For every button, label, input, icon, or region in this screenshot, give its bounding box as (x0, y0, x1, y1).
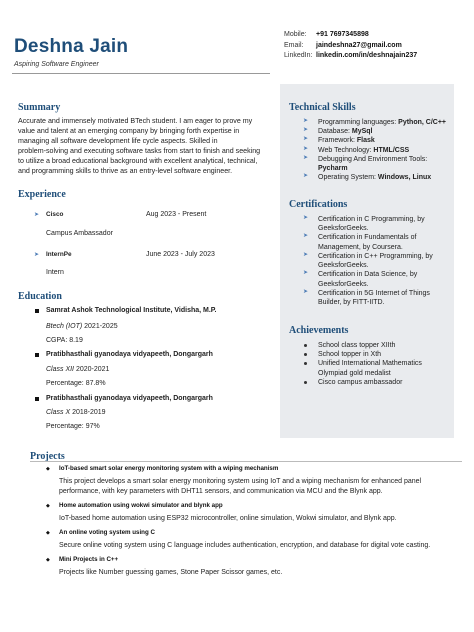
contact-linkedin (284, 51, 417, 62)
experience-role: Intern (46, 269, 64, 276)
education-years: 2020-2021 (75, 366, 110, 373)
summary-line: to utilize a broad educational background with excellent analytical, technical, (18, 157, 258, 166)
education-score: Percentage: 87.8% (46, 380, 106, 387)
achievements-list (300, 341, 422, 387)
education-degree-row (46, 365, 109, 374)
diamond-bullet-icon: ◆ (46, 530, 50, 536)
project-title: Mini Projects in C++ (59, 556, 119, 563)
list-item: ➤ Certification in C Programming, by GeeksforGeeks. (303, 215, 425, 233)
education-degree-row (46, 408, 106, 417)
resume-subtitle: Aspiring Software Engineer (14, 61, 99, 68)
arrow-bullet-icon: ➤ (303, 233, 309, 240)
arrow-bullet-icon: ➤ (303, 136, 309, 143)
arrow-bullet-icon: ➤ (303, 215, 309, 221)
contact-mobile (284, 30, 417, 41)
experience-dates: Aug 2023 - Present (146, 211, 207, 218)
arrow-bullet-icon: ➤ (303, 118, 309, 124)
list-item: ➤ Web Technology: HTML/CSS (303, 145, 410, 154)
square-bullet-icon (35, 353, 39, 357)
list-item: School topper in Xth (300, 350, 422, 359)
projects-heading: Projects (30, 451, 65, 462)
list-item: School class topper XIIth (300, 341, 422, 350)
education-degree-row (46, 322, 118, 331)
summary-text (18, 116, 276, 176)
diamond-bullet-icon: ◆ (46, 557, 50, 563)
education-score: Percentage: 97% (46, 423, 100, 430)
project-desc: Secure online voting system using C language includes authentication, encryption, and database for digital vote casting. (59, 542, 431, 549)
experience-company: Cisco (46, 211, 64, 218)
list-item: ➤ Debugging And Environment Tools: Pycharm (303, 154, 428, 173)
dot-bullet-icon (304, 353, 307, 356)
resume-name: Deshna Jain (14, 36, 129, 57)
summary-line: value and talent at an emerging company by bringing forth expertise in (18, 127, 240, 136)
project-desc: This project develops a smart solar energy monitoring system using IoT and a wiping mechanism for enhanced panel performance, with key parameters with DHT11 sensors, and communication via MCU and the Blynk app. (59, 478, 422, 495)
dot-bullet-icon (304, 362, 307, 365)
education-score: CGPA: 8.19 (46, 337, 83, 344)
contact-label: Email: (284, 41, 304, 49)
arrow-bullet-icon: ➤ (34, 252, 40, 258)
header-divider (12, 73, 270, 74)
arrow-bullet-icon: ➤ (303, 154, 309, 161)
education-degree: Class XII (46, 366, 75, 373)
education-years: 2021-2025 (84, 323, 118, 330)
diamond-bullet-icon: ◆ (46, 466, 50, 472)
arrow-bullet-icon: ➤ (303, 145, 309, 152)
list-item: ➤ Certification in 5G Internet of Things Builder, by FITT-IITD. (303, 288, 430, 307)
list-item: ➤ Database: MySql (303, 127, 373, 136)
contact-email (284, 41, 417, 52)
education-degree: Class X (46, 409, 71, 416)
linkedin-link[interactable]: linkedin.com/in/deshnajain237 (316, 52, 418, 59)
list-item: ➤ Certification in Fundamentals of Management, by Coursera. (303, 233, 417, 251)
project-desc: IoT-based home automation using ESP32 microcontroller, online simulation, Wokwi simulator, and Blynk app. (59, 515, 397, 522)
education-heading: Education (18, 291, 62, 302)
summary-line: problem-solving and executing software tasks from start to finish and seeking (18, 147, 261, 156)
list-item: ➤ Programming languages: Python, C/C++ (303, 118, 446, 126)
education-school: Pratibhasthali gyanodaya vidyapeeth, Dongargarh (46, 395, 213, 402)
summary-line: Accurate and immensely motivated BTech student. I am eager to prove my (18, 117, 253, 125)
arrow-bullet-icon: ➤ (303, 270, 309, 277)
email-link[interactable]: jaindeshna27@gmail.com (316, 41, 402, 49)
skills-list (300, 118, 446, 183)
arrow-bullet-icon: ➤ (303, 127, 309, 134)
square-bullet-icon (35, 309, 39, 313)
arrow-bullet-icon: ➤ (303, 173, 309, 180)
list-item: Cisco campus ambassador (300, 378, 422, 387)
experience-role: Campus Ambassador (46, 230, 113, 237)
summary-heading: Summary (18, 102, 61, 113)
experience-heading: Experience (18, 189, 66, 200)
projects-divider (30, 461, 462, 462)
contact-block (284, 30, 417, 62)
list-item: ➤ Operating System: Windows, Linux (303, 173, 432, 182)
diamond-bullet-icon: ◆ (46, 503, 50, 509)
square-bullet-icon (35, 397, 39, 401)
list-item: ➤ Certification in Data Science, by GeeksforGeeks. (303, 270, 418, 288)
skills-heading: Technical Skills (289, 102, 356, 113)
dot-bullet-icon (304, 381, 307, 384)
list-item: ➤ Framework: Flask (303, 136, 375, 145)
project-title: IoT-based smart solar energy monitoring system with a wiping mechanism (59, 465, 279, 472)
list-item: Unified International Mathematics Olympiad gold medalist (300, 359, 422, 377)
education-years: 2018-2019 (72, 409, 106, 416)
project-title: An online voting system using C (59, 529, 155, 536)
certifications-heading: Certifications (289, 199, 348, 210)
contact-label: LinkedIn: (284, 52, 313, 59)
arrow-bullet-icon: ➤ (303, 288, 309, 295)
summary-line: managing all software development life cycle aspects. Skilled in (18, 137, 218, 146)
experience-company: InternPe (46, 251, 72, 258)
education-school: Pratibhasthali gyanodaya vidyapeeth, Dongargarh (46, 351, 213, 358)
project-desc: Projects like Number guessing games, Stone Paper Scissor games, etc. (59, 569, 283, 576)
achievements-heading: Achievements (289, 325, 349, 336)
experience-dates: June 2023 - July 2023 (146, 251, 215, 258)
dot-bullet-icon (304, 344, 307, 347)
certifications-list (300, 215, 433, 307)
summary-line: and programming skills to thrive as an entry-level software engineer. (18, 167, 233, 176)
contact-value: +91 7697345898 (316, 31, 369, 38)
arrow-bullet-icon: ➤ (303, 251, 309, 258)
project-title: Home automation using wokwi simulator and blynk app (59, 502, 223, 509)
education-degree: Btech (IOT) (46, 323, 83, 330)
contact-label: Mobile: (284, 31, 307, 38)
arrow-bullet-icon: ➤ (34, 212, 40, 218)
list-item: ➤ Certification in C++ Programming, by GeeksforGeeks. (303, 251, 433, 270)
education-school: Samrat Ashok Technological Institute, Vidisha, M.P. (46, 307, 217, 314)
